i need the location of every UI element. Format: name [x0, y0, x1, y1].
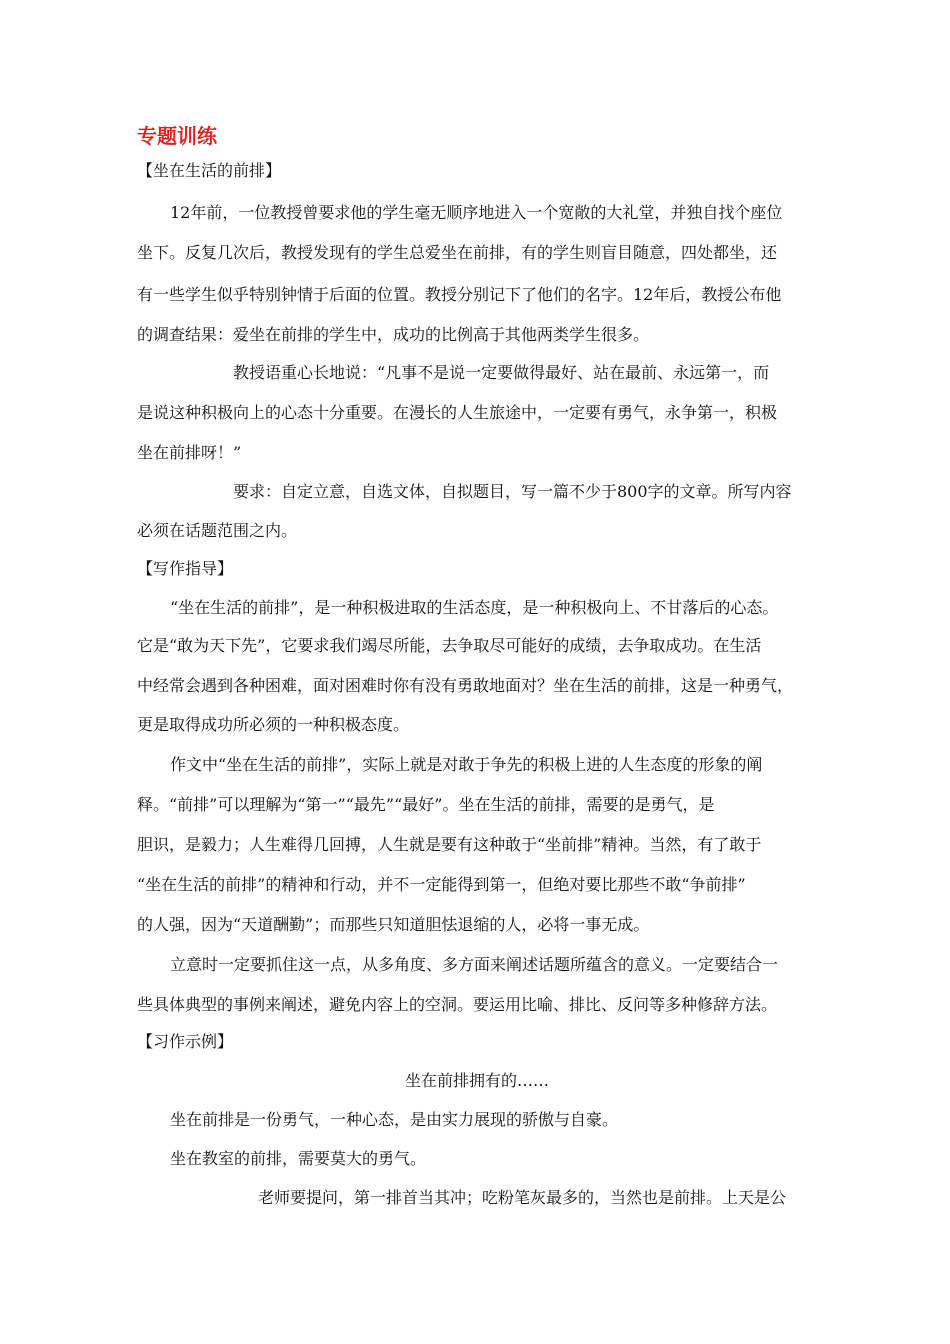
paragraph-line: 老师要提问，第一排首当其冲；吃粉笔灰最多的，当然也是前排。上天是公	[258, 1188, 787, 1207]
paragraph-line: 更是取得成功所必须的一种积极态度。	[137, 715, 410, 734]
paragraph-line: 12年前，一位教授曾要求他的学生毫无顺序地进入一个宽敞的大礼堂，并独自找个座位	[170, 203, 783, 222]
paragraph-line: 些具体典型的事例来阐述，避免内容上的空洞。要运用比喻、排比、反问等多种修辞方法。	[137, 995, 778, 1014]
paragraph-line: 有一些学生似乎特别钟情于后面的位置。教授分别记下了他们的名字。12年后，教授公布他	[137, 285, 782, 304]
paragraph-line: 的调查结果：爱坐在前排的学生中，成功的比例高于其他两类学生很多。	[137, 325, 650, 344]
paragraph-line: 坐在前排呀！”	[137, 443, 242, 462]
paragraph-line: 坐在前排是一份勇气，一种心态，是由实力展现的骄傲与自豪。	[170, 1110, 619, 1129]
paragraph-line: 教授语重心长地说：“凡事不是说一定要做得最好、站在最前、永远第一，而	[233, 363, 770, 382]
page-title: 专题训练	[137, 124, 217, 148]
essay-title: 坐在前排拥有的……	[404, 1071, 549, 1090]
paragraph-line: 中经常会遇到各种困难，面对困难时你有没有勇敢地面对？坐在生活的前排，这是一种勇气，	[137, 676, 794, 695]
paragraph-line: 坐在教室的前排，需要莫大的勇气。	[170, 1149, 427, 1168]
section-heading-guide: 【写作指导】	[137, 559, 234, 578]
paragraph-line: “坐在生活的前排”的精神和行动，并不一定能得到第一，但绝对要比那些不敢“争前排”	[137, 875, 746, 894]
paragraph-line: 它是“敢为天下先”，它要求我们竭尽所能，去争取尽可能好的成绩，去争取成功。在生活	[137, 636, 762, 655]
paragraph-line: 作文中“坐在生活的前排”，实际上就是对敢于争先的积极上进的人生态度的形象的阐	[170, 755, 763, 774]
paragraph-line: 是说这种积极向上的心态十分重要。在漫长的人生旅途中，一定要有勇气，永争第一，积极	[137, 403, 778, 422]
paragraph-line: 的人强，因为“天道酬勤”；而那些只知道胆怯退缩的人，必将一事无成。	[137, 915, 650, 934]
section-heading-example: 【习作示例】	[137, 1032, 234, 1051]
paragraph-line: 必须在话题范围之内。	[137, 521, 298, 540]
paragraph-line: “坐在生活的前排”，是一种积极进取的生活态度，是一种积极向上、不甘落后的心态。	[170, 598, 779, 617]
paragraph-line: 要求：自定立意，自选文体，自拟题目，写一篇不少于800字的文章。所写内容	[233, 482, 792, 501]
paragraph-line: 坐下。反复几次后，教授发现有的学生总爱坐在前排，有的学生则盲目随意，四处都坐，还	[137, 243, 778, 262]
paragraph-line: 释。“前排”可以理解为“第一”“最先”“最好”。坐在生活的前排，需要的是勇气，是	[137, 795, 715, 814]
paragraph-line: 立意时一定要抓住这一点，从多角度、多方面来阐述话题所蕴含的意义。一定要结合一	[170, 955, 779, 974]
section-heading-topic: 【坐在生活的前排】	[137, 161, 282, 180]
paragraph-line: 胆识，是毅力；人生难得几回搏，人生就是要有这种敢于“坐前排”精神。当然，有了敢于	[137, 835, 762, 854]
